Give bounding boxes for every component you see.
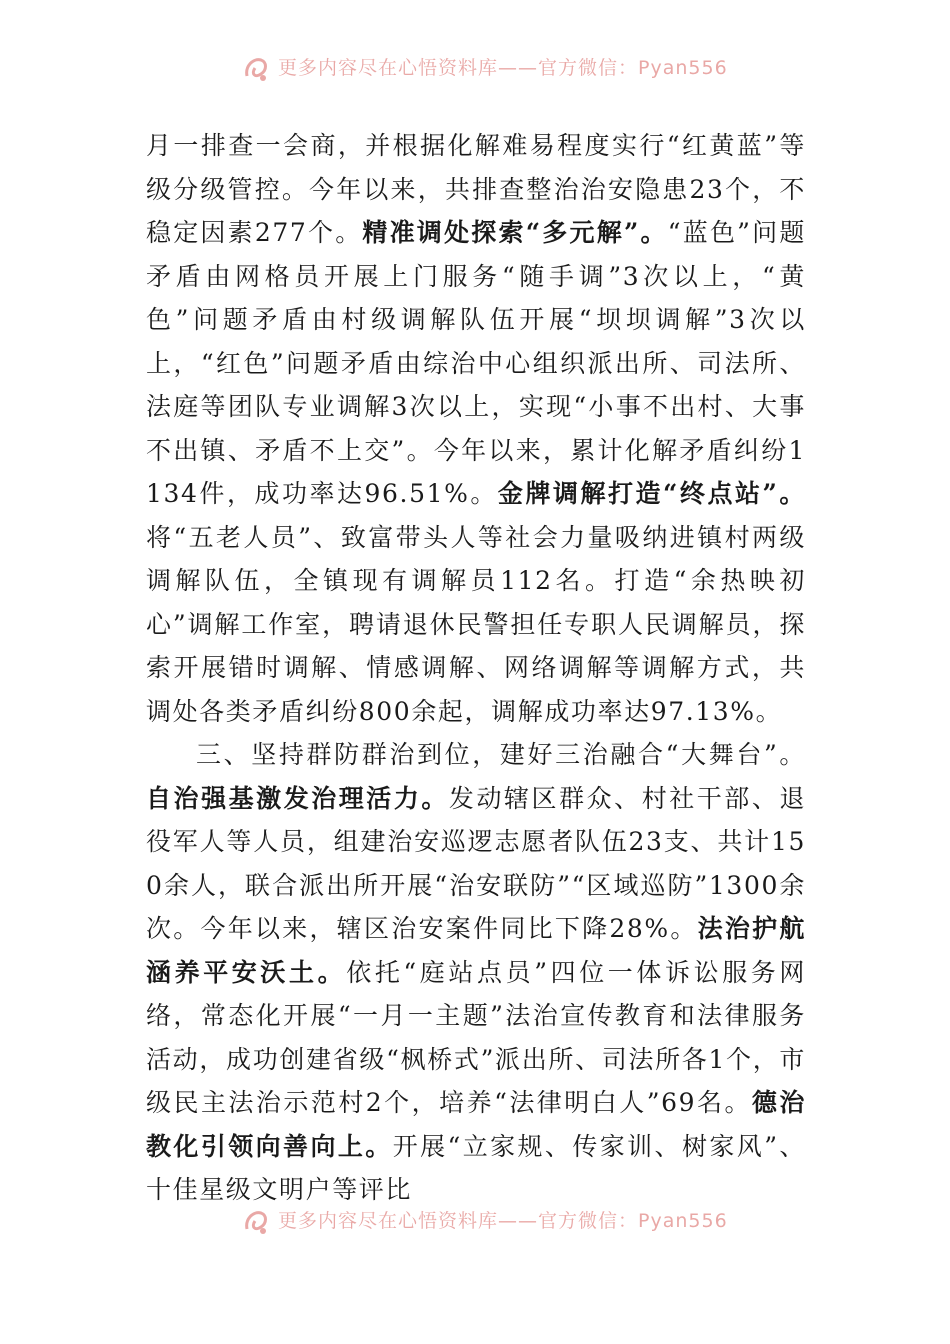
bold-heading: 金牌调解打造“终点站”。: [497, 479, 806, 508]
bold-heading: 精准调处探索“多元解”。: [362, 218, 668, 247]
bold-heading: 德治教化引领向善向上。: [146, 1088, 806, 1161]
watermark-header: [0, 52, 950, 88]
bold-heading: 法治护航涵养平安沃土。: [146, 914, 806, 987]
text-run: 依托“庭站点员”四位一体诉讼服务网络，常态化开展“一月一主题”法治宣传教育和法律服务活动，成功创建省级“枫桥式”派出所、司法所各1个，市级民主法治示范村2个，培养“法律明白人”69名。: [146, 957, 807, 1117]
text-run: 将“五老人员”、致富带头人等社会力量吸纳进镇村两级调解队伍，全镇现有调解员112名。打造“余热映初心”调解工作室，聘请退休民警担任专职人民调解员，探索开展错时调解、情感调解、网络调解等调解方式，共调处各类矛盾纠纷800余起，调解成功率达97.13%。: [146, 522, 806, 726]
watermark-footer: [0, 1205, 950, 1241]
text-run: “蓝色”问题矛盾由网格员开展上门服务“随手调”3次以上，“黄色”问题矛盾由村级调解队伍开展“坝坝调解”3次以上，“红色”问题矛盾由综治中心组织派出所、司法所、法庭等团队专业调解3次以上，实现“小事不出村、大事不出镇、矛盾不上交”。今年以来，累计化解矛盾纠纷1134件，成功率达96.51%。: [146, 218, 806, 508]
text-run: 月一排查一会商，并根据化解难易程度实行“红黄蓝”等级分级管控。今年以来，共排查整治治安隐患23个，不稳定因素277个。: [146, 131, 806, 247]
bold-heading: 自治强基激发治理活力。: [146, 783, 449, 813]
watermark-text: 更多内容尽在心悟资料库——官方微信：Pyan556: [278, 57, 728, 79]
section-heading: 三、坚持群防群治到位，建好三治融合“大舞台”。: [196, 740, 806, 769]
text-run: 发动辖区群众、村社干部、退役军人等人员，组建治安巡逻志愿者队伍23支、共计150余人，联合派出所开展“治安联防”“区域巡防”1300余次。今年以来，辖区治安案件同比下降28%。: [146, 783, 806, 943]
paragraph-2: [146, 733, 806, 1212]
watermark-text: 更多内容尽在心悟资料库——官方微信：Pyan556: [278, 1210, 728, 1232]
document-body: [146, 124, 806, 1212]
paragraph-1: [146, 124, 806, 733]
watermark-logo-icon: [243, 1207, 269, 1237]
text-run: 开展“立家规、传家训、树家风”、十佳星级文明户等评比: [146, 1131, 806, 1204]
watermark-logo-icon: [243, 54, 269, 84]
